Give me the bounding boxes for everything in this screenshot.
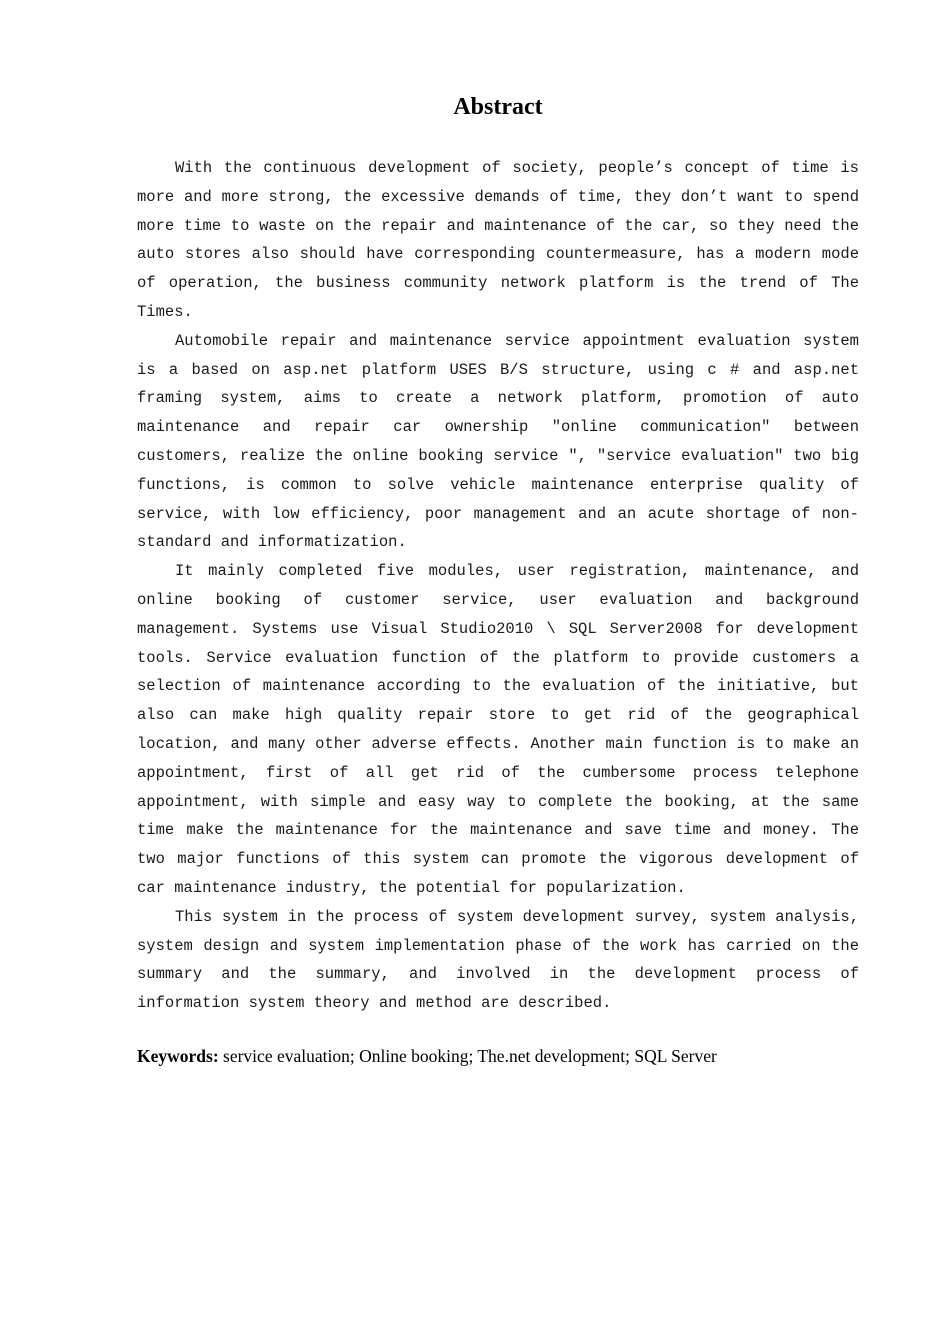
abstract-paragraph-1: With the continuous development of society, people’s concept of time is more and more strong, the excessive demands of time, they don’t want to spend more time to waste on the repair and maintenance of the car, so they need the auto stores also should have corresponding countermeasure, has a modern mode of operation, the business community network platform is the trend of The Times. xyxy=(137,159,859,321)
abstract-paragraph-3: It mainly completed five modules, user registration, maintenance, and online booking of customer service, user evaluation and background management. Systems use Visual Studio2010 \ SQL Server2008 for development tools. Service evaluation function of the platform to provide customers a selection of maintenance according to the evaluation of the initiative, but also can make high quality repair store to get rid of the geographical location, and many other adverse effects. Another main function is to make an appointment, first of all get rid of the cumbersome process telephone appointment, with simple and easy way to complete the booking, at the same time make the maintenance for the maintenance and save time and money. The two major functions of this system can promote the vigorous development of car maintenance industry, the potential for popularization. xyxy=(137,562,859,897)
abstract-paragraph-4: This system in the process of system development survey, system analysis, system design and system implementation phase of the work has carried on the summary and the summary, and involved in the development process of information system theory and method are described. xyxy=(137,907,859,1013)
keywords-text: service evaluation; Online booking; The.net development; SQL Server xyxy=(223,1046,717,1066)
abstract-paragraph-2: Automobile repair and maintenance service appointment evaluation system is a based on asp.net platform USES B/S structure, using c # and asp.net framing system, aims to create a network platform, promotion of auto maintenance and repair car ownership "online communication" between customers, realize the online booking service ", "service evaluation" two big functions, is common to solve vehicle maintenance enterprise quality of service, with low efficiency, poor management and an acute shortage of non-standard and informatization. xyxy=(137,331,859,552)
abstract-body xyxy=(137,154,859,1018)
keywords-label: Keywords: xyxy=(137,1046,219,1066)
keywords-line xyxy=(137,1043,859,1069)
page-title: Abstract xyxy=(453,94,543,120)
